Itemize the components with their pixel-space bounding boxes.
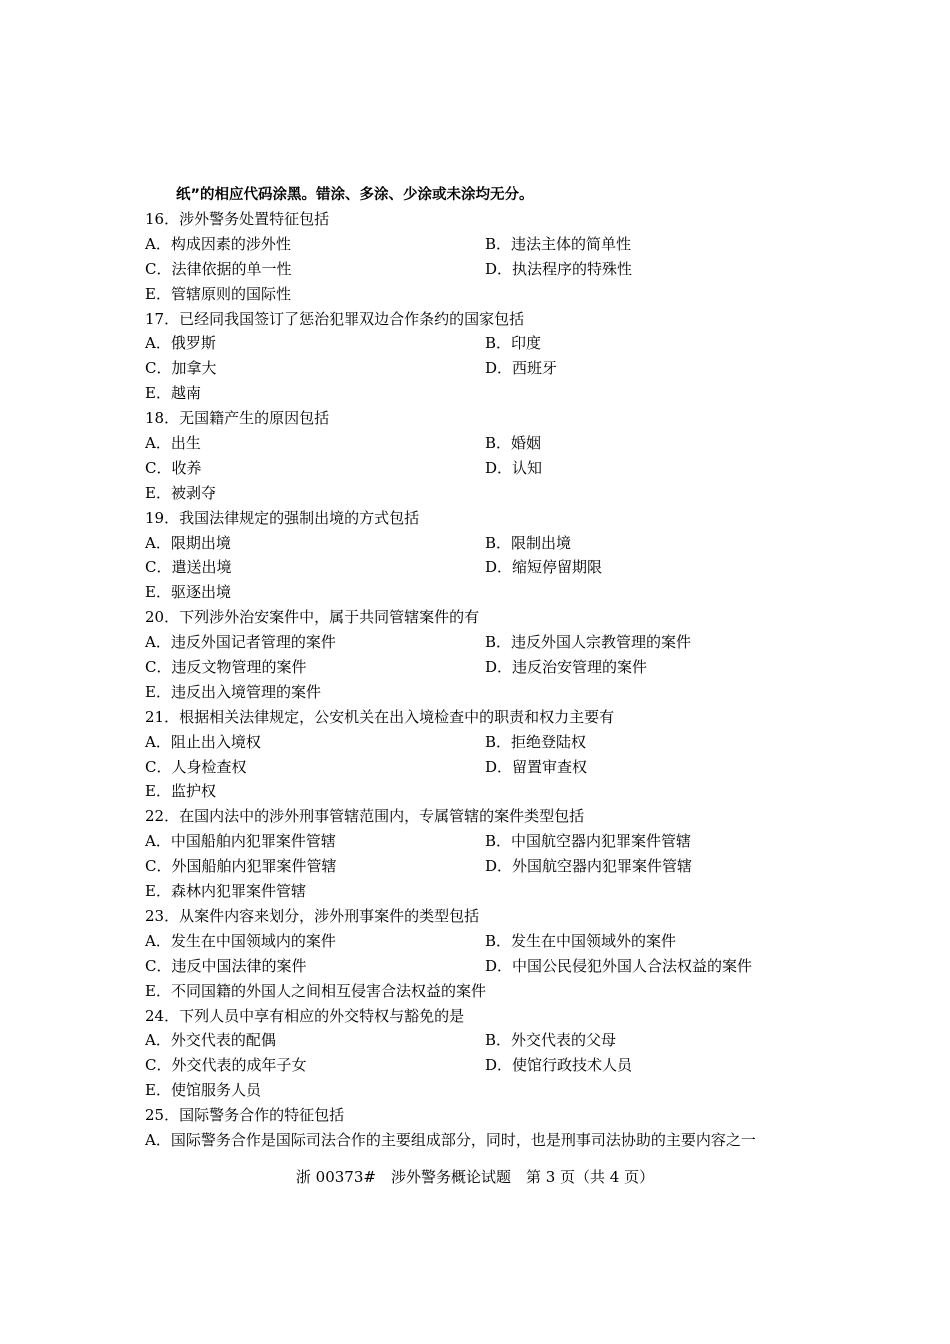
option-text: A．外交代表的配偶 xyxy=(145,1031,276,1050)
option-row xyxy=(145,879,825,904)
option-row xyxy=(145,655,825,680)
option-text: A．中国船舶内犯罪案件管辖 xyxy=(145,832,336,851)
option-row xyxy=(145,730,825,755)
option-text: D．认知 xyxy=(485,458,543,477)
question-stem: 19．我国法律规定的强制出境的方式包括 xyxy=(145,508,420,527)
option-text: D．外国航空器内犯罪案件管辖 xyxy=(485,857,693,876)
option-text: C．违反文物管理的案件 xyxy=(145,658,307,677)
option-row xyxy=(145,282,825,307)
option-row xyxy=(145,755,825,780)
option-text: C．遣送出境 xyxy=(145,558,232,577)
question-stem: 21．根据相关法律规定，公安机关在出入境检查中的职责和权力主要有 xyxy=(145,707,615,726)
option-row xyxy=(145,257,825,282)
option-text: B．违法主体的简单性 xyxy=(485,234,632,253)
instruction-continuation: 纸”的相应代码涂黑。错涂、多涂、少涂或未涂均无分。 xyxy=(176,187,534,203)
question-stem: 25．国际警务合作的特征包括 xyxy=(145,1106,345,1125)
option-text: D．西班牙 xyxy=(485,359,558,378)
option-text: A．限期出境 xyxy=(145,533,231,552)
question-stem: 18．无国籍产生的原因包括 xyxy=(145,409,330,428)
option-text: A．出生 xyxy=(145,434,201,453)
option-text: B．发生在中国领域外的案件 xyxy=(485,931,677,950)
option-row xyxy=(145,954,825,979)
option-row xyxy=(145,431,825,456)
option-row xyxy=(145,331,825,356)
option-text: E．越南 xyxy=(145,384,201,403)
option-row xyxy=(145,481,825,506)
option-text: D．执法程序的特殊性 xyxy=(485,259,633,278)
option-text: A．构成因素的涉外性 xyxy=(145,234,291,253)
option-row xyxy=(145,1128,825,1153)
option-row xyxy=(145,580,825,605)
option-row xyxy=(145,680,825,705)
option-text: C．外交代表的成年子女 xyxy=(145,1056,307,1075)
option-text: D．缩短停留期限 xyxy=(485,558,603,577)
option-row xyxy=(145,232,825,257)
option-text: E．被剥夺 xyxy=(145,483,216,502)
option-text: D．使馆行政技术人员 xyxy=(485,1056,633,1075)
option-text: E．不同国籍的外国人之间相互侵害合法权益的案件 xyxy=(145,981,486,1000)
question-stem: 24．下列人员中享有相应的外交特权与豁免的是 xyxy=(145,1006,465,1025)
option-text: B．违反外国人宗教管理的案件 xyxy=(485,633,692,652)
option-row xyxy=(145,630,825,655)
option-text: A．阻止出入境权 xyxy=(145,732,261,751)
option-text: D．违反治安管理的案件 xyxy=(485,658,648,677)
option-text: B．拒绝登陆权 xyxy=(485,732,587,751)
option-text: C．加拿大 xyxy=(145,359,217,378)
option-text: B．限制出境 xyxy=(485,533,572,552)
option-text: B．外交代表的父母 xyxy=(485,1031,617,1050)
option-text: C．外国船舶内犯罪案件管辖 xyxy=(145,857,337,876)
option-text: B．印度 xyxy=(485,334,542,353)
option-row xyxy=(145,456,825,481)
option-row xyxy=(145,1028,825,1053)
option-row xyxy=(145,356,825,381)
option-row xyxy=(145,929,825,954)
option-text: D．中国公民侵犯外国人合法权益的案件 xyxy=(485,956,753,975)
option-text: E．使馆服务人员 xyxy=(145,1081,261,1100)
question-stem: 17．已经同我国签订了惩治犯罪双边合作条约的国家包括 xyxy=(145,309,525,328)
question-stem: 22．在国内法中的涉外刑事管辖范围内，专属管辖的案件类型包括 xyxy=(145,807,585,826)
option-text: E．森林内犯罪案件管辖 xyxy=(145,882,306,901)
option-text: B．中国航空器内犯罪案件管辖 xyxy=(485,832,692,851)
page-footer: 浙 00373# 涉外警务概论试题 第 3 页（共 4 页） xyxy=(295,1168,655,1186)
option-row xyxy=(145,531,825,556)
option-row xyxy=(145,979,825,1004)
option-row xyxy=(145,854,825,879)
option-text: E．管辖原则的国际性 xyxy=(145,284,291,303)
option-row xyxy=(145,1053,825,1078)
option-text: C．人身检查权 xyxy=(145,757,247,776)
option-row xyxy=(145,555,825,580)
option-text: C．违反中国法律的案件 xyxy=(145,956,307,975)
option-text: A．违反外国记者管理的案件 xyxy=(145,633,336,652)
option-text: A．俄罗斯 xyxy=(145,334,216,353)
option-text: E．监护权 xyxy=(145,782,216,801)
option-text: A．发生在中国领域内的案件 xyxy=(145,931,336,950)
question-list xyxy=(145,207,825,1153)
question-stem: 16．涉外警务处置特征包括 xyxy=(145,210,330,228)
option-text: E．违反出入境管理的案件 xyxy=(145,682,321,701)
option-row xyxy=(145,381,825,406)
option-text: E．驱逐出境 xyxy=(145,583,231,602)
option-text: B．婚姻 xyxy=(485,434,542,453)
option-text: D．留置审查权 xyxy=(485,757,588,776)
option-text: A．国际警务合作是国际司法合作的主要组成部分，同时，也是刑事司法协助的主要内容之一 xyxy=(145,1130,756,1149)
option-row xyxy=(145,779,825,804)
option-row xyxy=(145,829,825,854)
option-text: C．收养 xyxy=(145,458,202,477)
option-text: C．法律依据的单一性 xyxy=(145,259,292,278)
option-row xyxy=(145,1078,825,1103)
question-stem: 23．从案件内容来划分，涉外刑事案件的类型包括 xyxy=(145,906,480,925)
question-stem: 20．下列涉外治安案件中，属于共同管辖案件的有 xyxy=(145,608,480,627)
